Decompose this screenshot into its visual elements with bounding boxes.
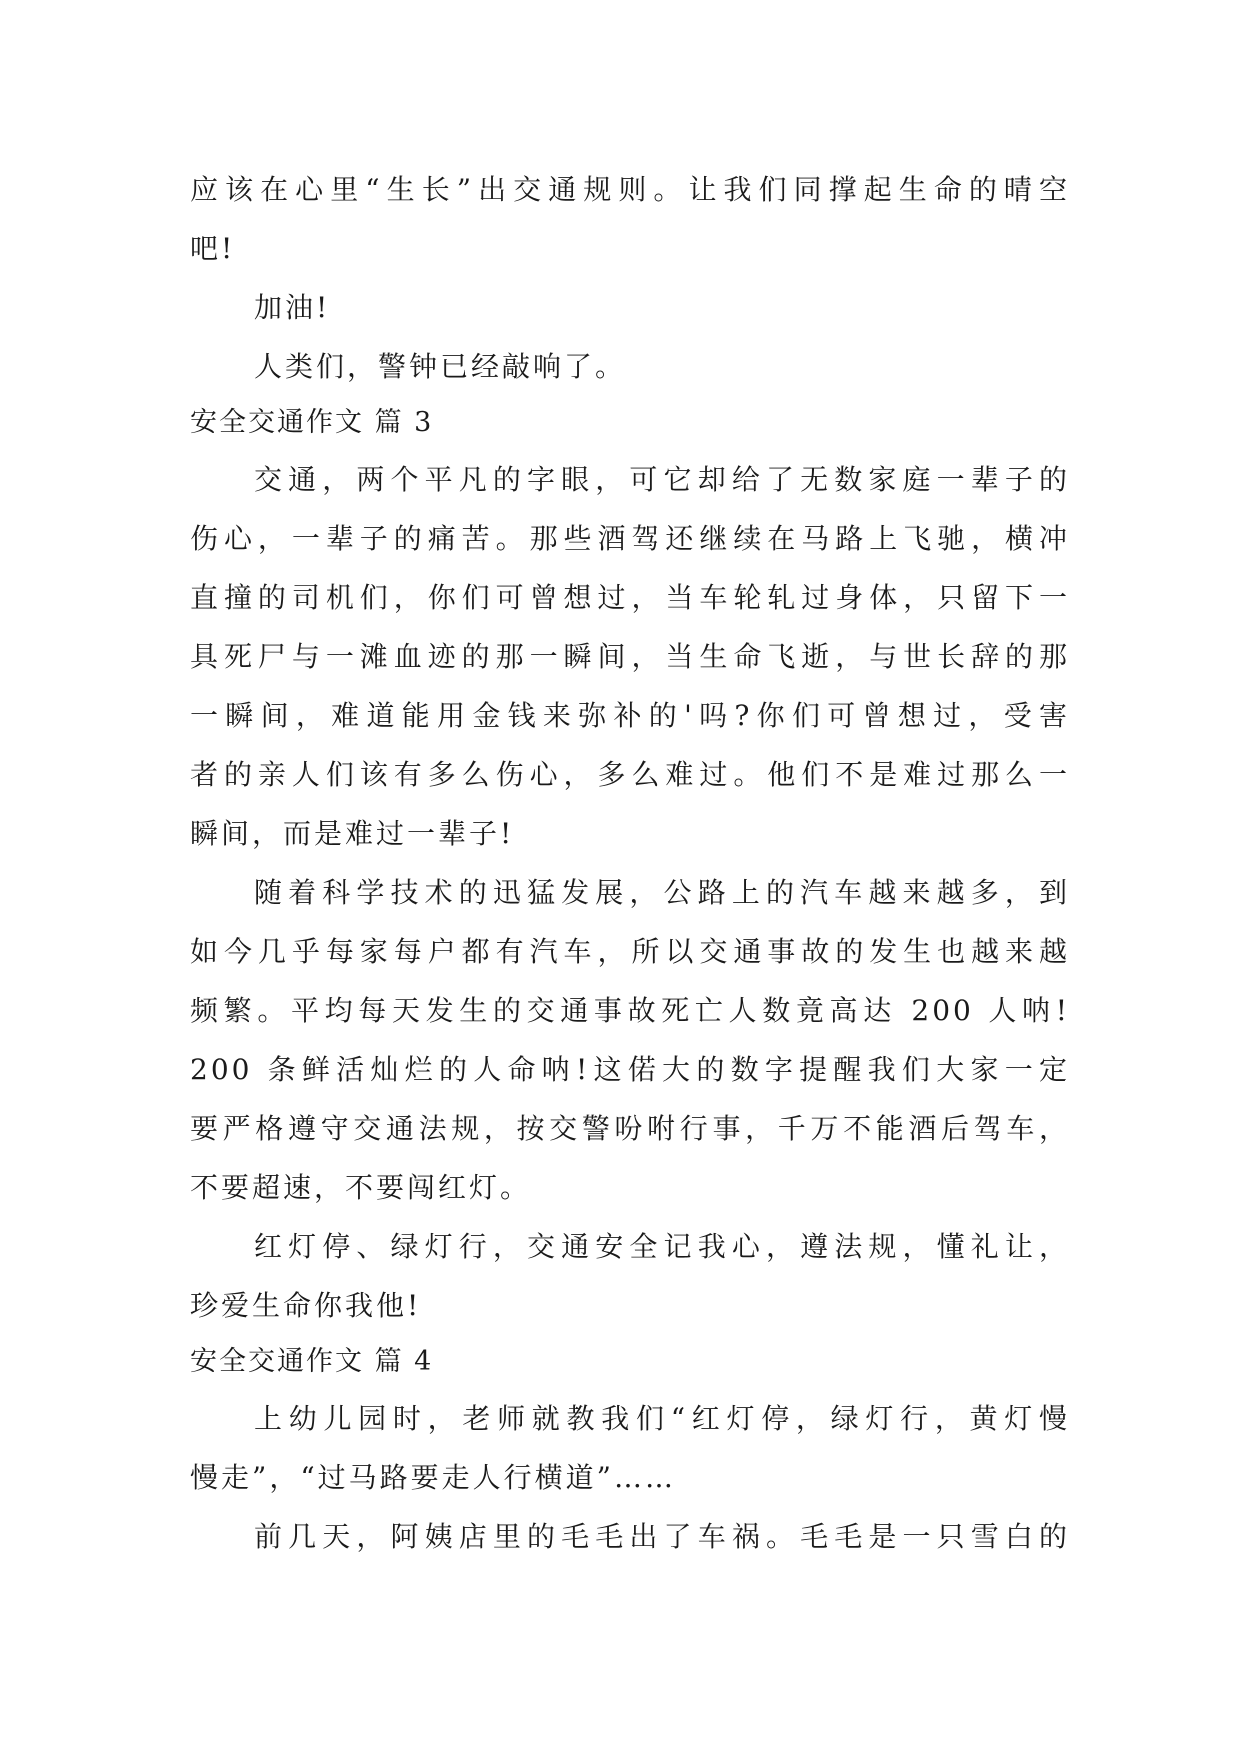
text-line: 上幼儿园时，老师就教我们“红灯停，绿灯行，黄灯慢 — [254, 1402, 1070, 1435]
text-line: 随着科学技术的迅猛发展，公路上的汽车越来越多，到 — [254, 876, 1070, 909]
text-line: 人类们，警钟已经敲响了。 — [254, 350, 627, 383]
text-line: 具死尸与一滩血迹的那一瞬间，当生命飞逝，与世长辞的那 — [190, 640, 1070, 673]
text-line: 交通，两个平凡的字眼，可它却给了无数家庭一辈子的 — [254, 463, 1070, 496]
text-line: 不要超速，不要闯红灯。 — [190, 1171, 532, 1204]
text-line: 吧! — [190, 232, 236, 265]
text-line: 红灯停、绿灯行，交通安全记我心，遵法规，懂礼让， — [254, 1230, 1070, 1263]
text-line: 伤心，一辈子的痛苦。那些酒驾还继续在马路上飞驰，横冲 — [190, 522, 1070, 555]
text-line: 珍爱生命你我他! — [190, 1289, 422, 1322]
text-line: 直撞的司机们，你们可曾想过，当车轮轧过身体，只留下一 — [190, 581, 1070, 614]
text-line: 前几天，阿姨店里的毛毛出了车祸。毛毛是一只雪白的 — [254, 1520, 1070, 1553]
text-line: 频繁。平均每天发生的交通事故死亡人数竟高达 200 人呐! — [190, 994, 1070, 1027]
section-heading: 安全交通作文 篇 3 — [190, 407, 434, 438]
text-line: 加油! — [254, 291, 331, 324]
text-line: 200 条鲜活灿烂的人命呐!这偌大的数字提醒我们大家一定 — [190, 1053, 1070, 1086]
text-line: 应该在心里“生长”出交通规则。让我们同撑起生命的晴空 — [190, 173, 1070, 206]
text-line: 瞬间，而是难过一辈子! — [190, 817, 515, 850]
text-column — [190, 160, 1070, 1566]
text-line: 如今几乎每家每户都有汽车，所以交通事故的发生也越来越 — [190, 935, 1070, 968]
text-line: 慢走”，“过马路要走人行横道”…… — [190, 1461, 676, 1494]
text-line: 要严格遵守交通法规，按交警吩咐行事，千万不能酒后驾车， — [190, 1112, 1070, 1145]
section-heading: 安全交通作文 篇 4 — [190, 1346, 434, 1377]
text-line: 者的亲人们该有多么伤心，多么难过。他们不是难过那么一 — [190, 758, 1070, 791]
text-line: 一瞬间，难道能用金钱来弥补的'吗?你们可曾想过，受害 — [190, 699, 1070, 732]
